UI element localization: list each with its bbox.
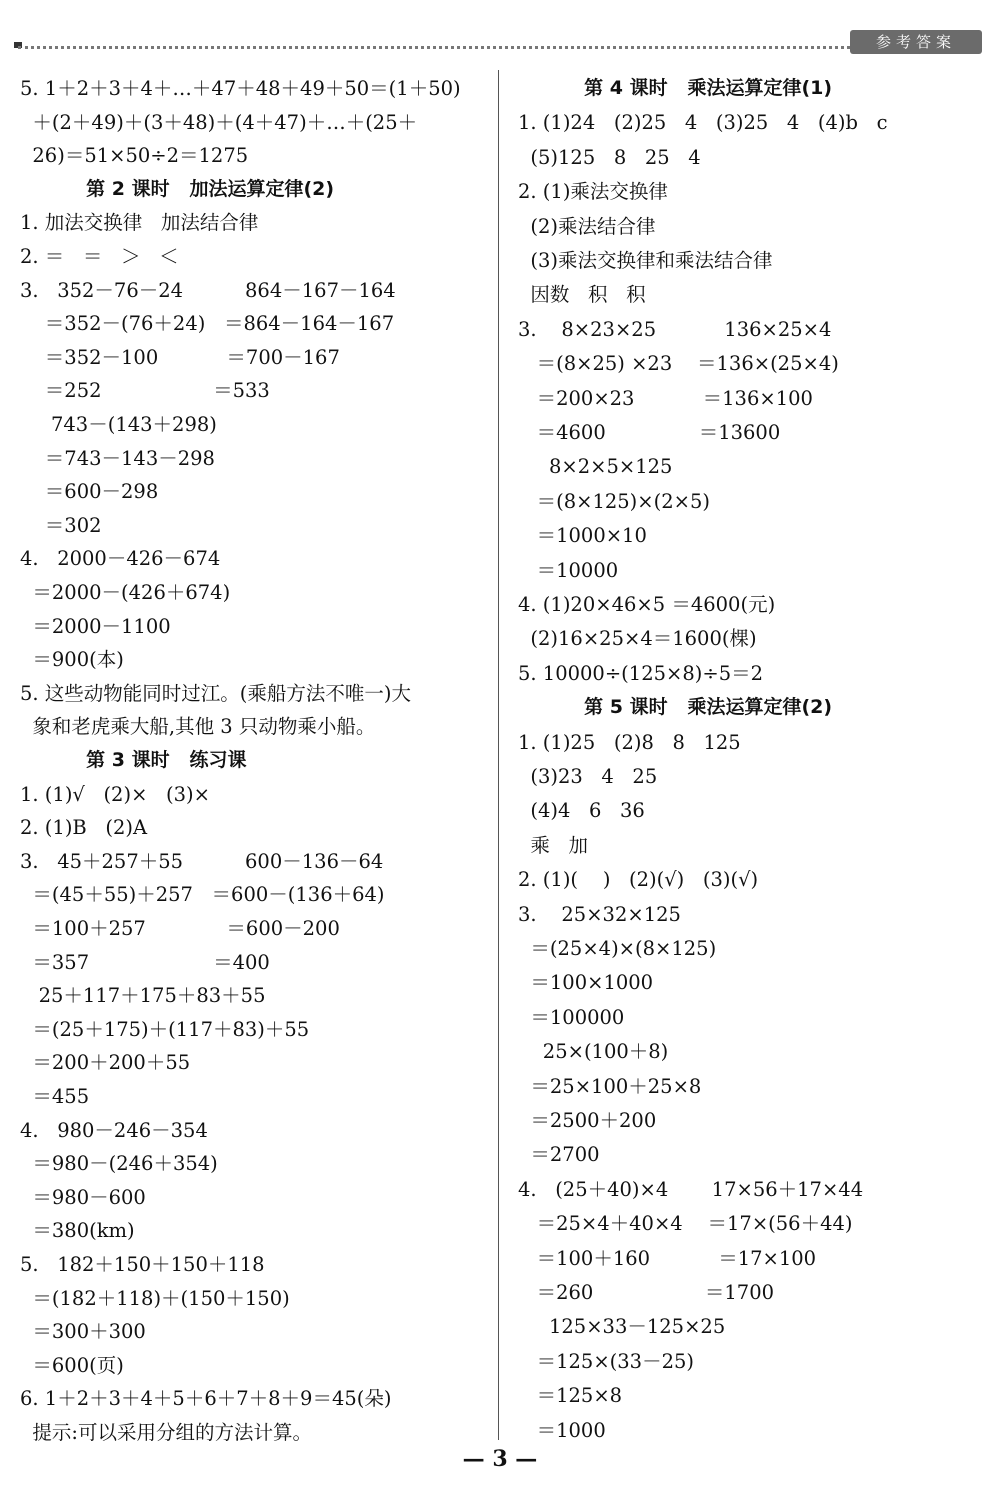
answer-line: ＝10000 <box>518 558 619 582</box>
answer-line: 26)＝51×50÷2＝1275 <box>20 144 249 168</box>
answer-line: 5. 这些动物能同时过江。(乘船方法不唯一)大 <box>20 681 412 705</box>
answer-line: ＝252 ＝533 <box>20 379 270 403</box>
answer-line: 4. (1)20×46×5 ＝4600(元) <box>518 593 776 616</box>
lesson-heading: 第 2 课时 加法运算定律(2) <box>20 177 335 200</box>
answer-line: ＝2700 <box>518 1143 600 1167</box>
answer-line: 5. 1＋2＋3＋4＋…＋47＋48＋49＋50＝(1＋50) <box>20 77 461 100</box>
lesson-heading: 第 4 课时 乘法运算定律(1) <box>518 77 833 99</box>
answer-line: ＝455 <box>20 1085 90 1108</box>
page-number: — 3 — <box>462 1446 538 1472</box>
lesson-heading: 第 5 课时 乘法运算定律(2) <box>518 696 833 719</box>
answer-line: ＝2000－(426＋674) <box>20 581 231 604</box>
answer-line: ＝(25＋175)＋(117＋83)＋55 <box>20 1017 310 1041</box>
answer-line: 1. (1)24 (2)25 4 (3)25 4 (4)b c <box>518 111 888 135</box>
answer-line: 2. (1)乘法交换律 <box>518 180 668 204</box>
answer-line: 743－(143＋298) <box>20 413 217 436</box>
answer-line: ＝(8×25) ×23 ＝136×(25×4) <box>518 352 839 376</box>
answer-line: ＝4600 ＝13600 <box>518 421 781 444</box>
answer-line: ＝125×(33－25) <box>518 1349 694 1373</box>
answer-line: 3. 45＋257＋55 600－136－64 <box>20 849 384 873</box>
answer-line: 3. 352－76－24 864－167－164 <box>20 278 396 302</box>
answer-line: ＝(8×125)×(2×5) <box>518 489 710 513</box>
answer-line: ＝200×23 ＝136×100 <box>518 386 813 410</box>
answer-line: ＝980－600 <box>20 1185 146 1209</box>
answer-line: ＝100＋160 ＝17×100 <box>518 1246 817 1270</box>
header-dotted-rule <box>18 46 850 49</box>
answer-line: ＝600－298 <box>20 480 159 504</box>
answer-line: ＝302 <box>20 513 102 537</box>
answer-line: ＝100＋257 ＝600－200 <box>20 917 340 940</box>
answer-line: 乘 加 <box>518 833 588 857</box>
answer-line: 因数 积 积 <box>518 283 646 307</box>
answer-line: 2. (1)( ) (2)(√) (3)(√) <box>518 868 759 892</box>
answer-line: 8×2×5×125 <box>518 455 673 479</box>
answer-line: 2. ＝ ＝ ＞ ＜ <box>20 245 179 268</box>
answer-line: ＝300＋300 <box>20 1320 146 1344</box>
answer-line: 2. (1)B (2)A <box>20 816 148 840</box>
answer-line: 4. 2000－426－674 <box>20 547 221 571</box>
answer-line: 25＋117＋175＋83＋55 <box>20 984 266 1008</box>
answer-line: ＋(2＋49)＋(3＋48)＋(4＋47)＋…＋(25＋ <box>20 110 418 134</box>
answer-line: 6. 1＋2＋3＋4＋5＋6＋7＋8＋9＝45(朵) <box>20 1387 392 1411</box>
answer-line: ＝600(页) <box>20 1353 124 1377</box>
answer-line: ＝(25×4)×(8×125) <box>518 937 717 960</box>
answer-line: ＝352－(76＋24) ＝864－164－167 <box>20 312 395 336</box>
answer-line: 125×33－125×25 <box>518 1315 726 1339</box>
answer-line: ＝100×1000 <box>518 971 654 995</box>
answer-line: ＝25×4＋40×4 ＝17×(56＋44) <box>518 1212 853 1236</box>
answer-line: 3. 25×32×125 <box>518 902 681 926</box>
answer-line: 4. (25＋40)×4 17×56＋17×44 <box>518 1177 864 1201</box>
answer-line: ＝357 ＝400 <box>20 950 270 974</box>
answer-line: ＝352－100 ＝700－167 <box>20 345 340 369</box>
answer-line: ＝380(km) <box>20 1219 135 1243</box>
answer-line: (5)125 8 25 4 <box>518 145 701 169</box>
answer-line: (3)乘法交换律和乘法结合律 <box>518 249 773 272</box>
answer-line: ＝125×8 <box>518 1384 623 1408</box>
answer-line: 1. (1)25 (2)8 8 125 <box>518 730 741 754</box>
answer-line: 5. 10000÷(125×8)÷5＝2 <box>518 661 764 685</box>
answer-line: ＝743－143－298 <box>20 446 215 470</box>
answer-line: (2)乘法结合律 <box>518 214 656 238</box>
column-divider <box>498 70 499 1440</box>
lesson-heading: 第 3 课时 练习课 <box>20 749 247 771</box>
answer-line: 5. 182＋150＋150＋118 <box>20 1253 265 1276</box>
section-tag: 参考答案 <box>850 30 982 54</box>
answer-line: 1. 加法交换律 加法结合律 <box>20 211 259 235</box>
answer-line: ＝1000×10 <box>518 524 647 548</box>
answer-line: (3)23 4 25 <box>518 765 658 788</box>
answer-line: 提示:可以采用分组的方法计算。 <box>20 1421 312 1444</box>
answer-line: ＝200＋200＋55 <box>20 1051 191 1075</box>
answer-line: 25×(100＋8) <box>518 1040 669 1064</box>
answer-line: ＝(45＋55)＋257 ＝600－(136＋64) <box>20 883 385 907</box>
answer-line: 1. (1)√ (2)× (3)× <box>20 782 210 806</box>
answer-line: 4. 980－246－354 <box>20 1118 208 1142</box>
answer-line: 3. 8×23×25 136×25×4 <box>518 317 832 341</box>
answer-line: 象和老虎乘大船,其他 3 只动物乘小船。 <box>20 715 376 739</box>
answer-line: ＝25×100＋25×8 <box>518 1074 702 1098</box>
answer-line: ＝900(本) <box>20 648 124 672</box>
answer-line: ＝100000 <box>518 1005 625 1029</box>
answer-line: ＝980－(246＋354) <box>20 1152 218 1176</box>
answer-line: ＝2000－1100 <box>20 614 171 638</box>
answer-line: (2)16×25×4＝1600(棵) <box>518 627 757 651</box>
answer-line: ＝1000 <box>518 1418 606 1442</box>
answer-line: ＝2500＋200 <box>518 1109 657 1132</box>
answer-line: ＝(182＋118)＋(150＋150) <box>20 1286 290 1310</box>
answer-line: ＝260 ＝1700 <box>518 1281 775 1304</box>
answer-line: (4)4 6 36 <box>518 799 645 823</box>
